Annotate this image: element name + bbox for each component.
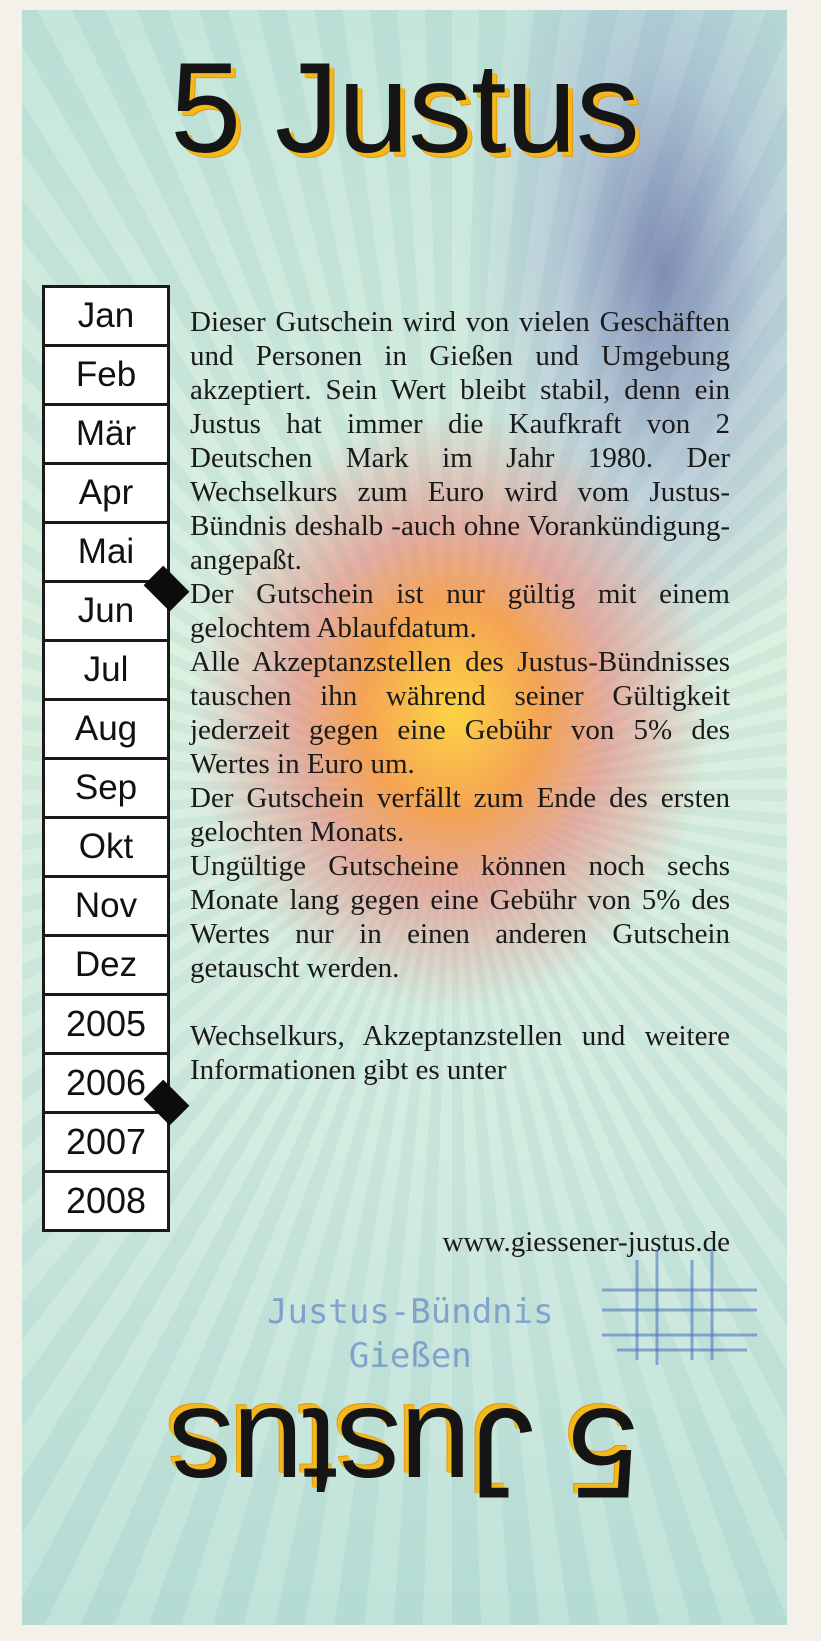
terms-paragraph: Der Gutschein verfällt zum Ende des ersten gelochten Monats. (190, 782, 730, 848)
month-cell: Apr (45, 465, 167, 524)
voucher (22, 10, 787, 1625)
year-cell: 2005 (45, 996, 167, 1055)
month-cell: Jan (45, 288, 167, 347)
month-cell: Okt (45, 819, 167, 878)
info-text: Wechselkurs, Akzeptanzstellen und weitere Informationen gibt es unter (190, 1020, 730, 1086)
expiry-month-grid (42, 285, 170, 1232)
voucher-title-top: 5 Justus (170, 37, 639, 180)
year-cell: 2007 (45, 1114, 167, 1173)
stamp-emblem-icon (597, 1250, 762, 1370)
terms-paragraph: Alle Akzeptanzstellen des Justus-Bündnisses tauschen ihn während seiner Gültigkeit jederzeit gegen eine Gebühr von 5% des Wertes in Euro um. (190, 646, 730, 780)
issuer-stamp (267, 1290, 554, 1378)
month-cell: Mär (45, 406, 167, 465)
voucher-title-bottom: 5 Justus (170, 1381, 639, 1524)
year-cell: 2008 (65, 1180, 147, 1221)
voucher-terms (190, 305, 730, 1087)
terms-paragraph: Dieser Gutschein wird von vielen Geschäften und Personen in Gießen und Umgebung akzeptiert. Sein Wert bleibt stabil, denn ein Justus hat immer die Kaufkraft von 2 Deutschen Mark im Jahr 1980. Der Wechselkurs zum Euro wird vom Justus-Bündnis deshalb -auch ohne Vorankündigung- angepaßt. (190, 306, 730, 576)
month-cell: Sep (45, 760, 167, 819)
year-cell: 2006 (45, 1055, 167, 1114)
stamp-line: Gießen (348, 1336, 472, 1376)
website-url: www.giessener-justus.de (442, 1226, 730, 1258)
terms-paragraph: Ungültige Gutscheine können noch sechs Monate lang gegen eine Gebühr von 5% des Wertes nur in einen anderen Gutschein getauscht werden. (190, 850, 730, 984)
month-cell: Feb (45, 347, 167, 406)
month-cell: Aug (45, 701, 167, 760)
terms-paragraph: Der Gutschein ist nur gültig mit einem gelochtem Ablaufdatum. (190, 578, 730, 644)
month-cell: Jul (45, 642, 167, 701)
month-cell: Mai (45, 524, 167, 583)
stamp-line: Justus-Bündnis (267, 1292, 554, 1332)
month-cell: Dez (45, 937, 167, 996)
month-cell: Nov (45, 878, 167, 937)
month-cell: Jun (45, 583, 167, 642)
